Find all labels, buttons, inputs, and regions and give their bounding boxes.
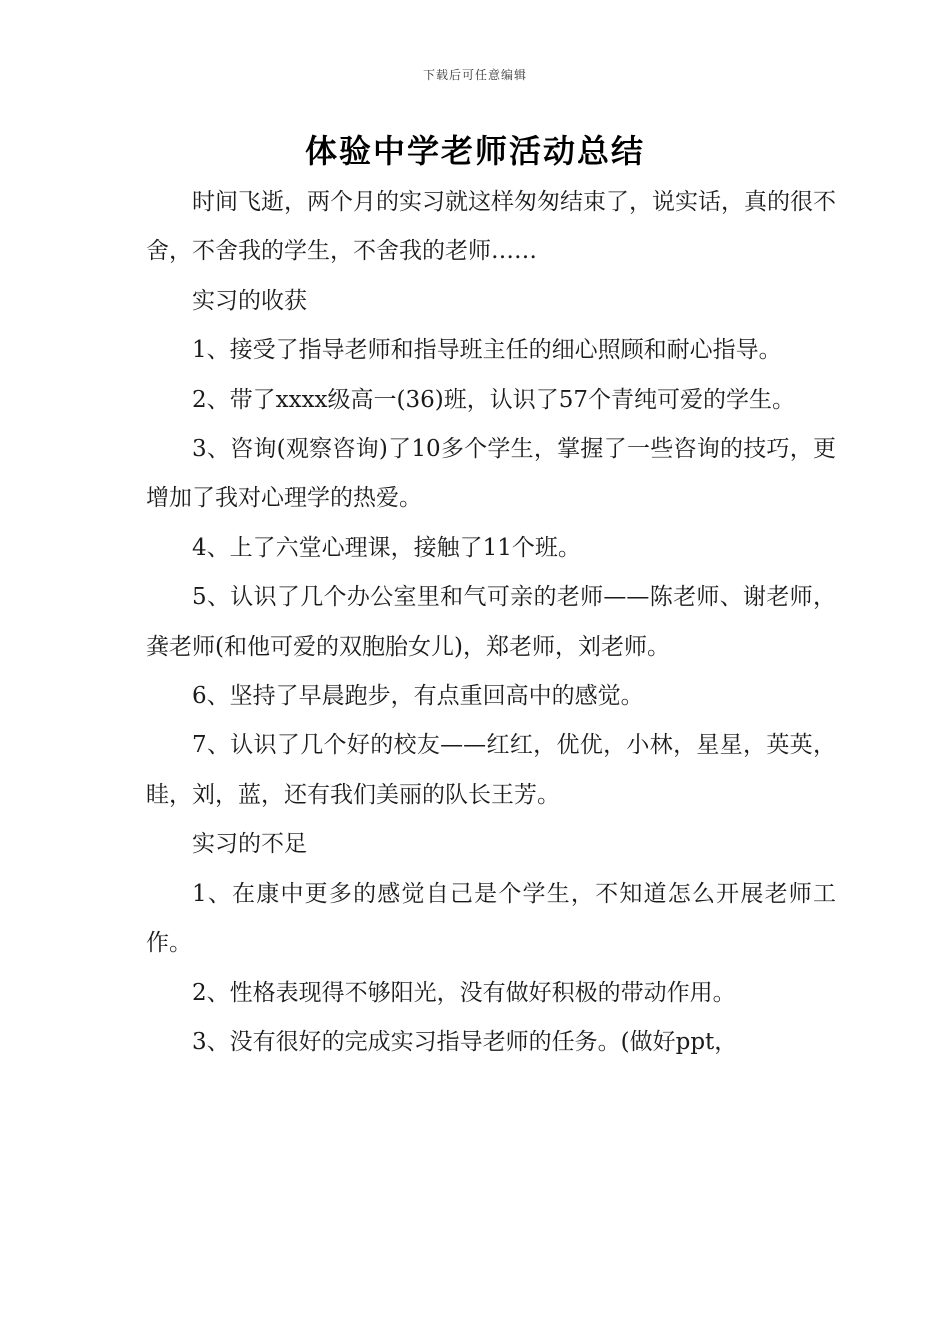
list-item: 3、咨询(观察咨询)了10多个学生，掌握了一些咨询的技巧，更增加了我对心理学的热爱。 bbox=[146, 436, 836, 512]
document-body bbox=[146, 178, 836, 1067]
paragraph-intro: 时间飞逝，两个月的实习就这样匆匆结束了，说实话，真的很不舍，不舍我的学生，不舍我的老师…… bbox=[146, 189, 836, 265]
list-item: 1、接受了指导老师和指导班主任的细心照顾和耐心指导。 bbox=[192, 337, 782, 364]
section-heading-shortcomings: 实习的不足 bbox=[192, 831, 307, 858]
list-item: 3、没有很好的完成实习指导老师的任务。(做好ppt， bbox=[192, 1028, 738, 1055]
list-item: 2、带了xxxx级高一(36)班，认识了57个青纯可爱的学生。 bbox=[192, 386, 795, 413]
list-item: 4、上了六堂心理课，接触了11个班。 bbox=[192, 534, 581, 561]
document-title: 体验中学老师活动总结 bbox=[304, 132, 645, 170]
list-item: 5、认识了几个办公室里和气可亲的老师——陈老师、谢老师，龚老师(和他可爱的双胞胎女儿)，郑老师，刘老师。 bbox=[146, 584, 836, 660]
section-heading-gains: 实习的收获 bbox=[192, 287, 307, 314]
header-note: 下载后可任意编辑 bbox=[422, 68, 527, 82]
list-item: 6、坚持了早晨跑步，有点重回高中的感觉。 bbox=[192, 683, 644, 710]
list-item: 1、在康中更多的感觉自己是个学生，不知道怎么开展老师工作。 bbox=[146, 880, 836, 957]
list-item: 2、性格表现得不够阳光，没有做好积极的带动作用。 bbox=[192, 979, 736, 1006]
list-item: 7、认识了几个好的校友——红红，优优，小林，星星，英英，眭，刘，蓝，还有我们美丽的队长王芳。 bbox=[146, 732, 836, 808]
